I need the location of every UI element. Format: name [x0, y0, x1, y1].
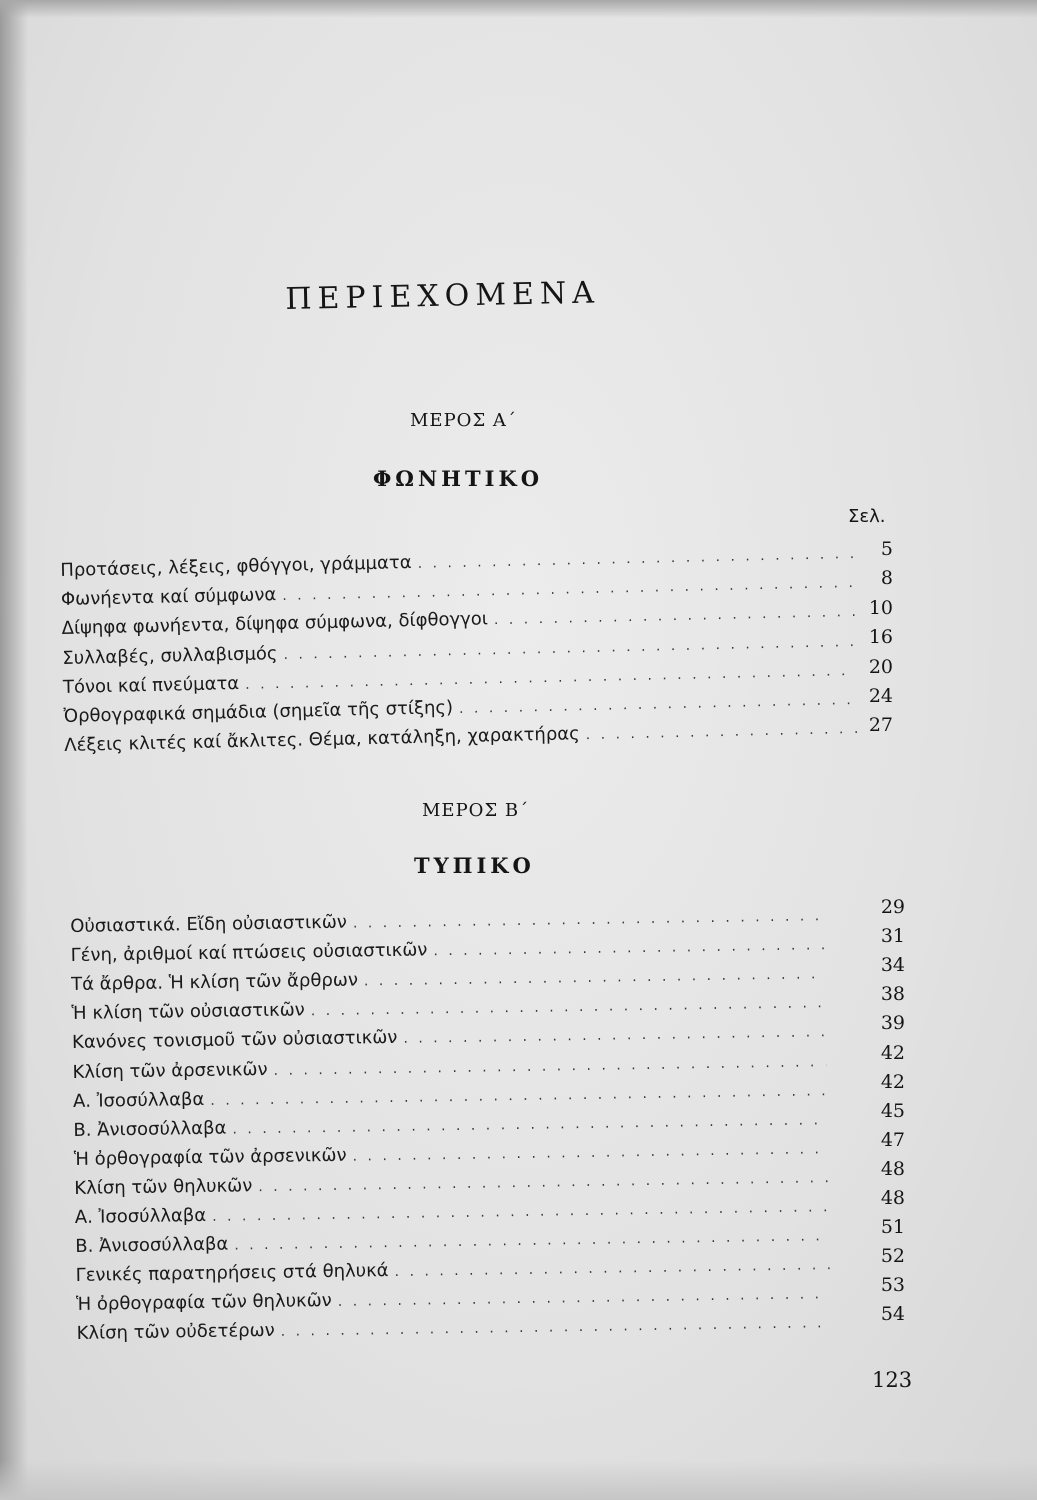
toc-entry-page-number: 27: [868, 714, 893, 737]
part-a-heading: ΦΩΝΗΤΙΚΟ: [373, 466, 544, 491]
toc-entry-title: Ὀρθογραφικά σημάδια (σημεῖα τῆς στίξης): [63, 697, 454, 727]
toc-entry-title: Δίψηφα φωνήεντα, δίψηφα σύμφωνα, δίφθογγοι: [61, 608, 489, 640]
toc-entry-page-number: 8: [880, 567, 893, 590]
toc-entry-title: Ἡ ὀρθογραφία τῶν θηλυκῶν: [76, 1290, 332, 1316]
dot-leader: [280, 1308, 830, 1347]
toc-entry-title: Προτάσεις, λέξεις, φθόγγοι, γράμματα: [60, 552, 412, 581]
toc-entry-title: Κλίση τῶν ἀρσενικῶν: [72, 1058, 268, 1083]
toc-entry-page-number: 47: [880, 1128, 905, 1151]
toc-entry-page-number: 48: [880, 1157, 905, 1180]
toc-entry-page-number: 52: [880, 1245, 905, 1268]
part-b-heading: ΤΥΠΙΚΟ: [414, 853, 535, 878]
toc-entry-page-number: 20: [868, 655, 893, 678]
toc-entry-page-number: 10: [868, 596, 893, 619]
page-folio-number: 123: [872, 1368, 913, 1392]
toc-entry-title: Κλίση τῶν οὐδετέρων: [76, 1320, 275, 1345]
toc-entry-title: Κανόνες τονισμοῦ τῶν οὐσιαστικῶν: [71, 1027, 398, 1054]
toc-entry-title: Β. Ἀνισοσύλλαβα: [75, 1233, 229, 1258]
toc-entry-title: Ἡ ὀρθογραφία τῶν ἀρσενικῶν: [73, 1144, 347, 1170]
toc-entry-title: Α. Ἰσοσύλλαβα: [72, 1088, 205, 1112]
page-edge-shadow-bottom: [0, 1460, 1037, 1500]
toc-entry-title: Β. Ἀνισοσύλλαβα: [73, 1117, 227, 1141]
toc-entry-page-number: 29: [880, 896, 905, 918]
toc-entry-title: Φωνήεντα καί σύμφωνα: [60, 584, 277, 611]
toc-entry-page-number: 54: [880, 1303, 905, 1326]
toc-entry-page-number: 45: [880, 1099, 905, 1122]
toc-entry-page-number: 53: [880, 1274, 905, 1297]
toc-entry-page-number: 5: [880, 538, 893, 560]
toc-entry-page-number: 16: [868, 626, 893, 649]
toc-entry-page-number: 38: [880, 983, 905, 1006]
toc-entry-title: Ἡ κλίση τῶν οὐσιαστικῶν: [71, 999, 305, 1025]
page-edge-shadow-left: [0, 0, 28, 1500]
dot-leader: [585, 714, 858, 750]
toc-entry-title: Κλίση τῶν θηλυκῶν: [74, 1175, 253, 1199]
toc-entry-title: Τά ἄρθρα. Ἡ κλίση τῶν ἄρθρων: [70, 969, 359, 996]
part-b-label: ΜΕΡΟΣ Β΄: [422, 800, 530, 821]
toc-entry-page-number: 39: [880, 1012, 905, 1035]
toc-entry-title: Συλλαβές, συλλαβισμός: [62, 642, 278, 669]
part-b-toc: [70, 900, 840, 1345]
toc-entry-page-number: 42: [880, 1070, 905, 1093]
toc-entry-page-number: 51: [880, 1216, 905, 1239]
part-a-toc: [60, 538, 840, 757]
toc-entry-page-number: 34: [880, 954, 905, 977]
toc-entry-title: Γενικές παρατηρήσεις στά θηλυκά: [75, 1260, 389, 1287]
page-column-label: Σελ.: [848, 506, 886, 527]
toc-entry-title: Οὐσιαστικά. Εἴδη οὐσιαστικῶν: [70, 911, 348, 937]
toc-entry-title: Α. Ἰσοσύλλαβα: [74, 1204, 207, 1228]
page-edge-shadow-top: [0, 0, 1037, 18]
toc-entry-page-number: 24: [868, 685, 893, 707]
toc-entry-title: Λέξεις κλιτές καί ἄκλιτες. Θέμα, κατάληξη, χαρακτήρας: [64, 723, 580, 757]
toc-entry-page-number: 48: [880, 1187, 905, 1209]
toc-entry-page-number: 42: [880, 1041, 905, 1064]
toc-entry-page-number: 31: [880, 925, 905, 948]
toc-entry-title: Τόνοι καί πνεύματα: [62, 672, 240, 698]
page-title: ΠΕΡΙΕΧΟΜΕΝΑ: [285, 275, 601, 317]
toc-entry-title: Γένη, ἀριθμοί καί πτώσεις οὐσιαστικῶν: [70, 939, 428, 967]
part-a-label: ΜΕΡΟΣ Α΄: [410, 410, 517, 431]
